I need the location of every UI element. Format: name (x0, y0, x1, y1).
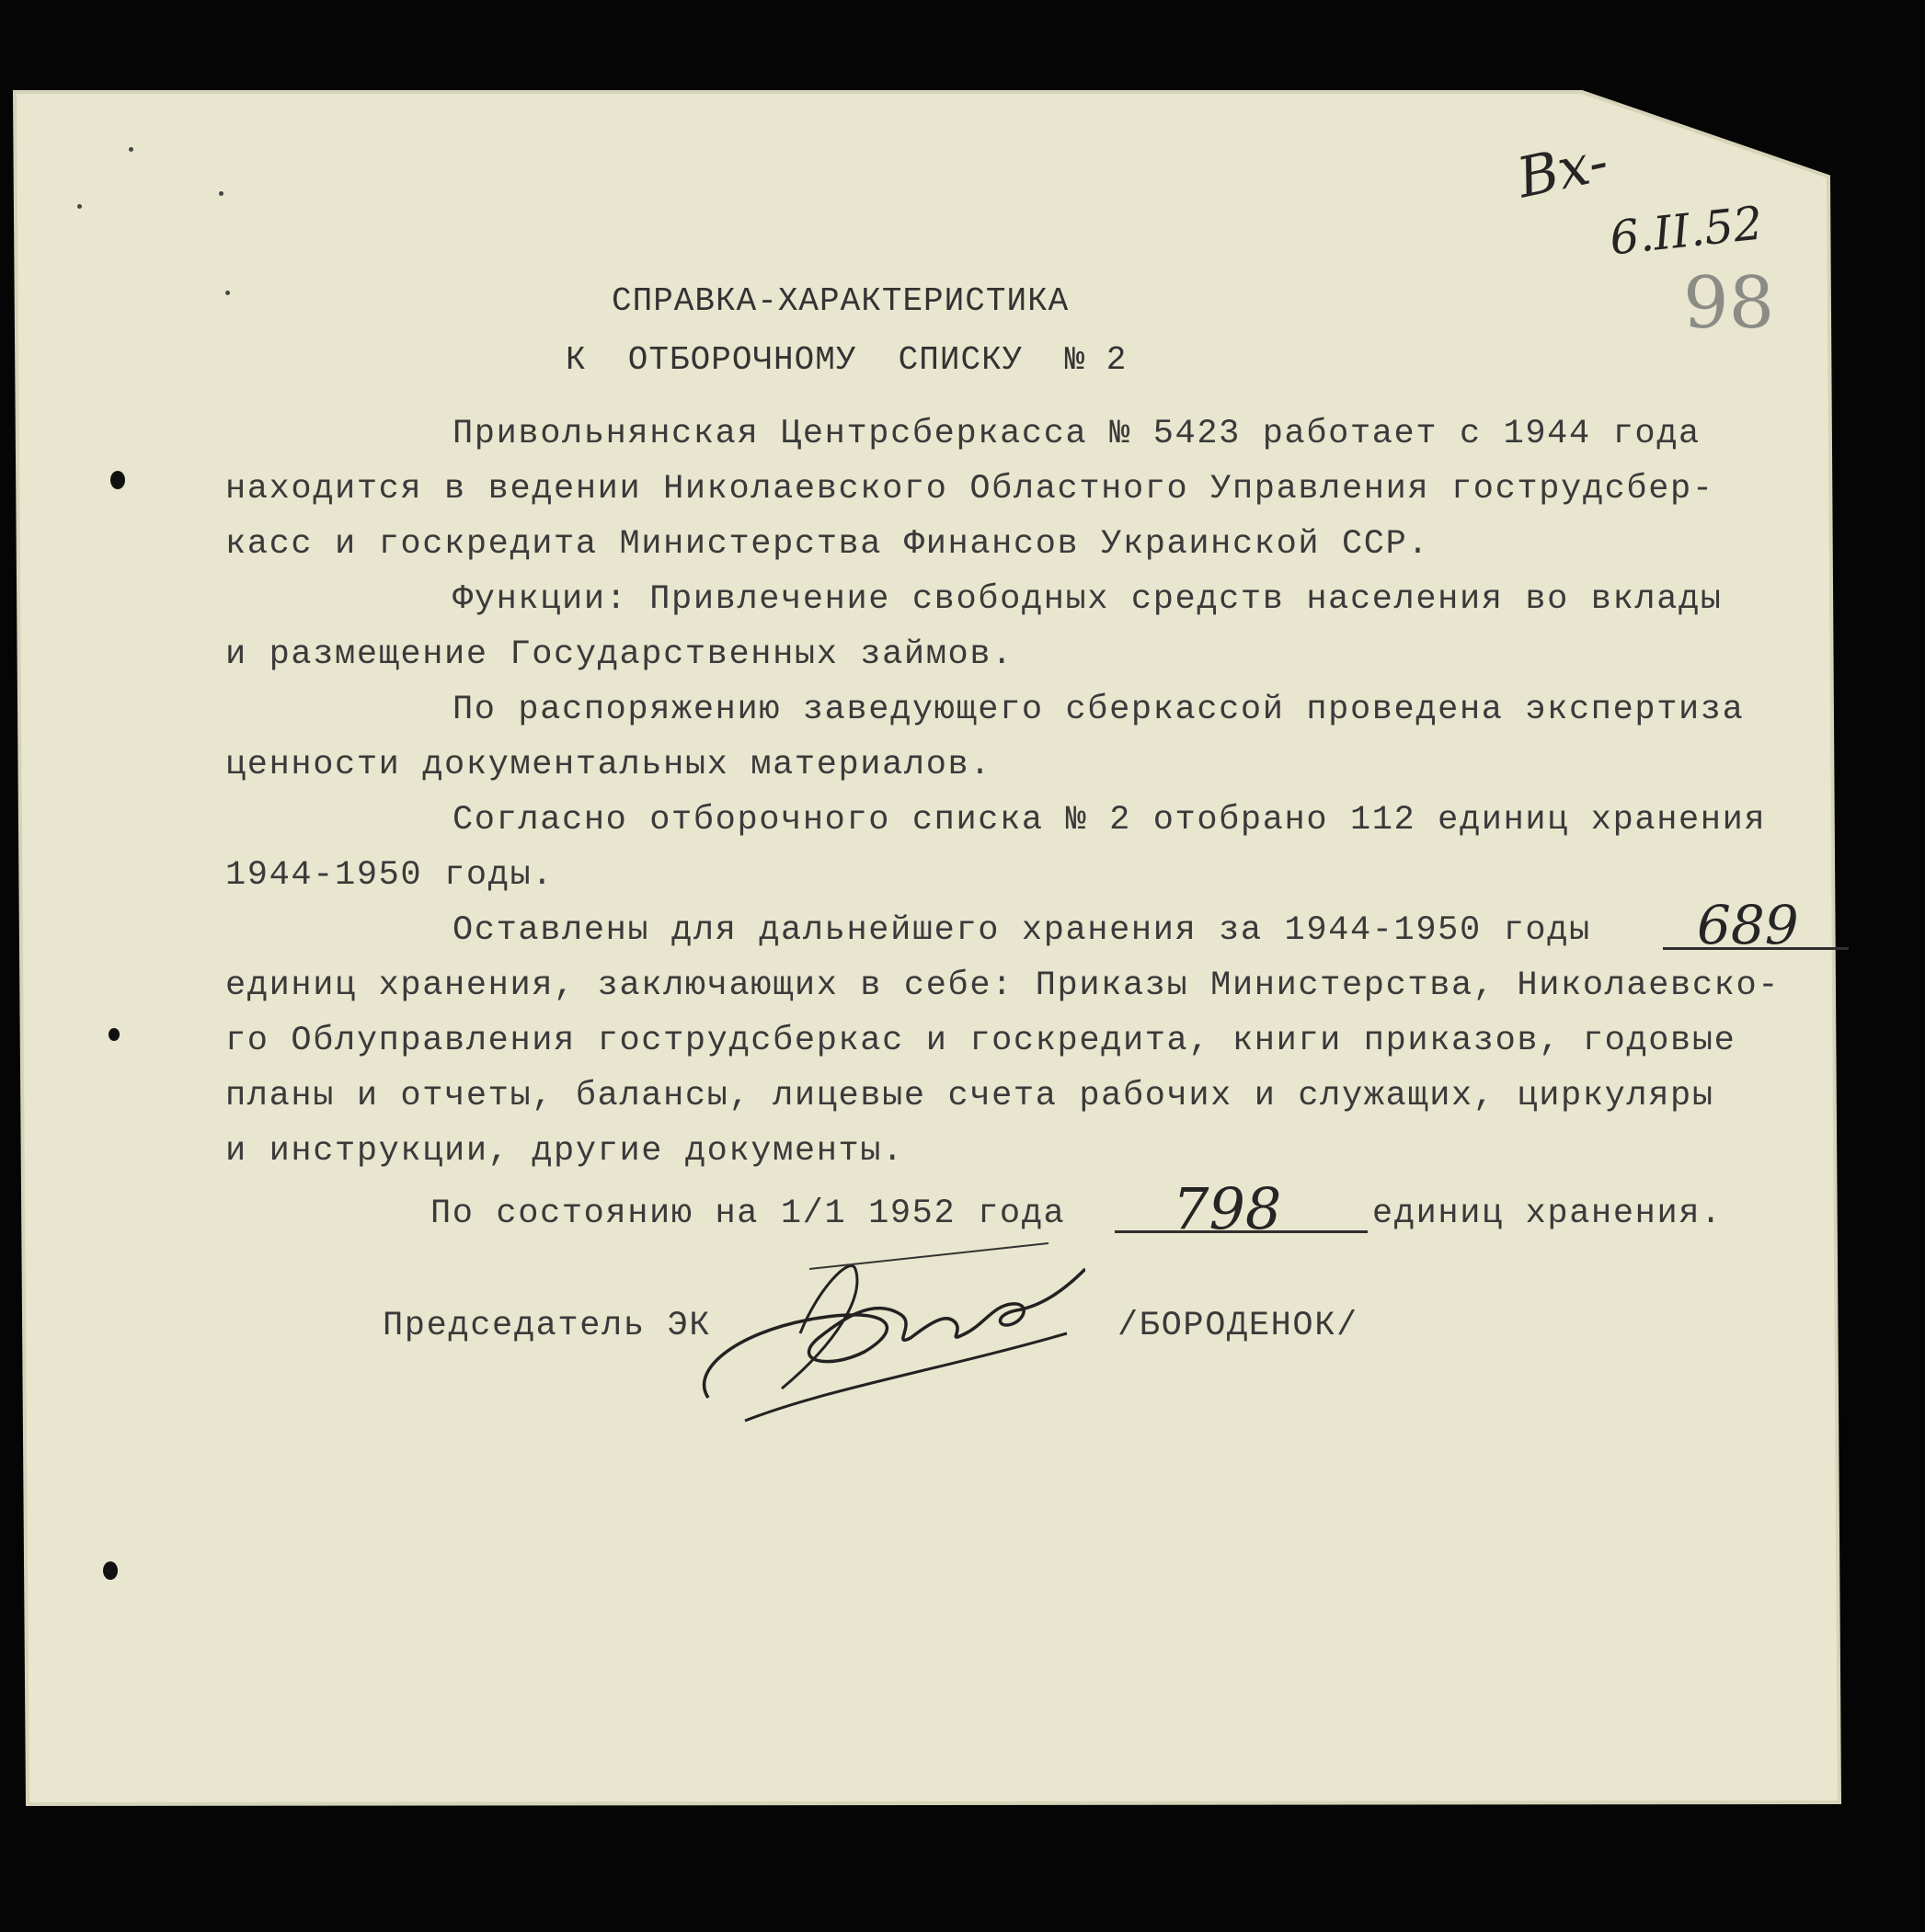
speck (225, 291, 230, 295)
body-line: единиц хранения, заключающих в себе: Приказы Министерства, Николаевско- (225, 966, 1781, 1005)
page-number: 98 (1683, 262, 1775, 345)
units-total-handwritten: 798 (1173, 1175, 1282, 1242)
punch-hole-bottom (103, 1561, 118, 1580)
body-line: 1944-1950 годы. (225, 856, 555, 895)
body-line: Согласно отборочного списка № 2 отобрано 112 единиц хранения (453, 801, 1767, 840)
speck (219, 191, 223, 196)
body-line: По распоряжению заведующего сберкассой проведена экспертиза (453, 691, 1745, 729)
body-line: находится в ведении Николаевского Областного Управления гострудсбер- (225, 470, 1714, 509)
body-line: ценности документальных материалов. (225, 746, 992, 784)
speck (77, 204, 82, 209)
incoming-mark: Вх- (1511, 129, 1614, 211)
body-line: единиц хранения. (1372, 1195, 1723, 1233)
document-title: СПРАВКА-ХАРАКТЕРИСТИКА (612, 282, 1070, 320)
body-line: По состоянию на 1/1 1952 года (430, 1195, 1066, 1233)
signatory-role: Председатель ЭК (383, 1307, 712, 1345)
speck (129, 147, 133, 152)
body-line: Привольнянская Центрсберкасса № 5423 работает с 1944 года (453, 415, 1701, 453)
document-subtitle: К ОТБОРОЧНОМУ СПИСКУ № 2 (566, 341, 1128, 379)
body-line: и размещение Государственных займов. (225, 635, 1014, 674)
body-line: Оставлены для дальнейшего хранения за 1944-1950 годы (453, 911, 1591, 950)
signatory-name: /БОРОДЕНОК/ (1117, 1307, 1358, 1345)
body-line: касс и госкредита Министерства Финансов Украинской ССР. (225, 525, 1430, 564)
punch-hole-top (110, 471, 125, 489)
incoming-date: 6.II.52 (1607, 196, 1766, 266)
punch-hole-middle (109, 1028, 120, 1041)
units-kept-handwritten: 689 (1697, 894, 1799, 956)
body-line: Функции: Привлечение свободных средств населения во вклады (453, 580, 1723, 619)
body-line: го Облуправления гострудсберкас и госкредита, книги приказов, годовые (225, 1022, 1736, 1060)
signature-scribble (681, 1232, 1085, 1435)
body-line: планы и отчеты, балансы, лицевые счета рабочих и служащих, циркуляры (225, 1077, 1714, 1115)
body-line: и инструкции, другие документы. (225, 1132, 904, 1171)
